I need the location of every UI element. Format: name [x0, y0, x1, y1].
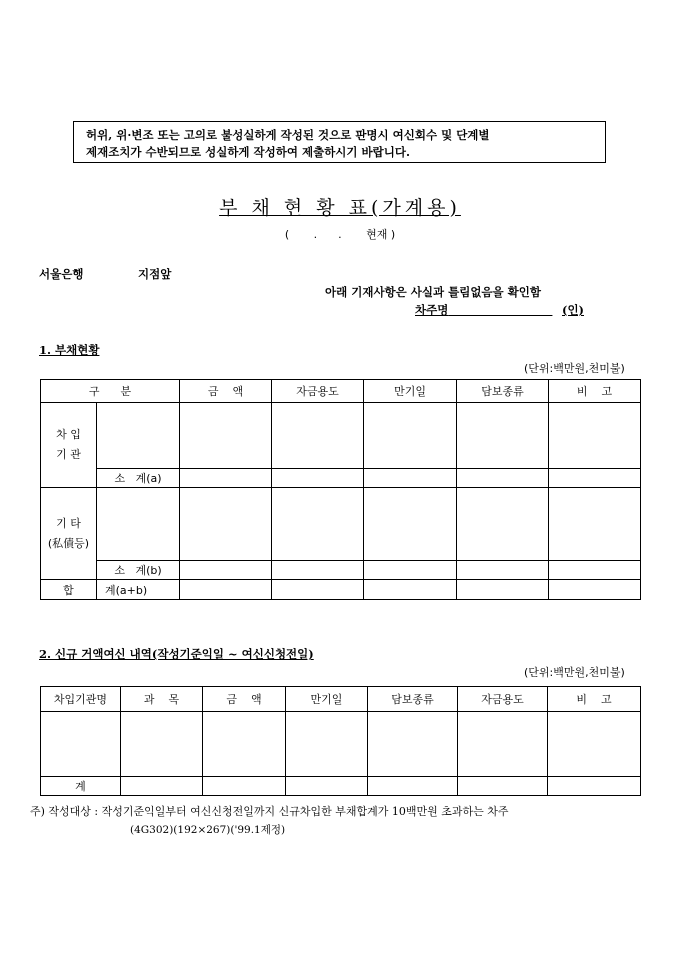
- title-text: 부 채 현 황 표(가계용): [219, 197, 461, 219]
- bank-name: 서울은행: [39, 267, 84, 281]
- table-cell[interactable]: [364, 561, 457, 580]
- notice-line-2: 제재조치가 수반되므로 성실하게 작성하여 제출하시기 바랍니다.: [86, 145, 410, 159]
- header-maturity: 만기일: [286, 687, 368, 712]
- table-cell[interactable]: [368, 777, 458, 796]
- table-cell[interactable]: [203, 777, 286, 796]
- header-lender-name: 차입기관명: [41, 687, 121, 712]
- table-cell[interactable]: [97, 488, 180, 561]
- table-cell[interactable]: [41, 712, 121, 777]
- table-cell[interactable]: [364, 403, 457, 469]
- table-header-row: [41, 380, 641, 403]
- table-cell[interactable]: [457, 580, 549, 600]
- total-label: 계: [41, 777, 121, 796]
- header-amount: 금 액: [180, 380, 272, 403]
- seal-mark: (인): [562, 303, 584, 317]
- header-item: 과 목: [121, 687, 203, 712]
- section1-title: 1. 부채현황: [39, 343, 100, 357]
- table-cell[interactable]: [458, 777, 548, 796]
- section1-unit: (단위:백만원,천미불): [524, 362, 625, 375]
- total-row: [41, 580, 641, 600]
- as-of-date: ( . . 현재 ): [284, 228, 396, 241]
- table-cell[interactable]: [272, 580, 364, 600]
- total-row: [41, 777, 641, 796]
- table-cell[interactable]: [548, 777, 641, 796]
- total-formula: 계(a+b): [97, 580, 180, 600]
- subtotal-b-label: 소 계(b): [97, 561, 180, 580]
- table-cell[interactable]: [180, 488, 272, 561]
- table-cell[interactable]: [180, 403, 272, 469]
- table-cell[interactable]: [180, 561, 272, 580]
- table-cell[interactable]: [457, 403, 549, 469]
- table-cell[interactable]: [458, 712, 548, 777]
- table-cell[interactable]: [272, 403, 364, 469]
- table-cell[interactable]: [457, 561, 549, 580]
- table-cell[interactable]: [549, 469, 641, 488]
- table-row: [41, 561, 641, 580]
- table-cell[interactable]: [549, 403, 641, 469]
- section2-title: 2. 신규 거액여신 내역(작성기준익일 ~ 여신신청전일): [39, 647, 314, 661]
- table-cell[interactable]: [548, 712, 641, 777]
- table-cell[interactable]: [121, 777, 203, 796]
- table-cell[interactable]: [286, 712, 368, 777]
- header-fund-use: 자금용도: [458, 687, 548, 712]
- footnote-form-code: (4G302)(192×267)('99.1제정): [130, 824, 286, 836]
- group-borrowing-institutions: 차 입 기 관: [41, 403, 97, 488]
- debt-status-table: [40, 379, 641, 600]
- header-category: 구 분: [41, 380, 180, 403]
- table-cell[interactable]: [272, 561, 364, 580]
- header-amount: 금 액: [203, 687, 286, 712]
- header-remarks: 비 고: [549, 380, 641, 403]
- table-cell[interactable]: [272, 469, 364, 488]
- branch-addressee: 지점앞: [138, 267, 172, 281]
- table-cell[interactable]: [364, 469, 457, 488]
- table-cell[interactable]: [364, 488, 457, 561]
- new-large-loans-table: [40, 686, 641, 796]
- table-cell[interactable]: [368, 712, 458, 777]
- table-row: [41, 403, 641, 469]
- warning-notice-box: [73, 121, 606, 163]
- notice-line-1: 허위, 위·변조 또는 고의로 불성실하게 작성된 것으로 판명시 여신회수 및 단계별: [86, 128, 490, 142]
- document-title: [0, 193, 680, 220]
- table-cell[interactable]: [97, 403, 180, 469]
- table-cell[interactable]: [549, 580, 641, 600]
- table-cell[interactable]: [549, 488, 641, 561]
- header-collateral: 담보종류: [368, 687, 458, 712]
- footnote-target: 주) 작성대상 : 작성기준익일부터 여신신청전일까지 신규차입한 부채합계가 10백만원 초과하는 차주: [30, 805, 509, 818]
- header-maturity: 만기일: [364, 380, 457, 403]
- table-cell[interactable]: [286, 777, 368, 796]
- table-row: [41, 488, 641, 561]
- total-label: 합: [41, 580, 97, 600]
- table-cell[interactable]: [121, 712, 203, 777]
- table-cell[interactable]: [364, 580, 457, 600]
- table-row: [41, 469, 641, 488]
- table-row: [41, 712, 641, 777]
- table-cell[interactable]: [457, 469, 549, 488]
- table-cell[interactable]: [457, 488, 549, 561]
- table-cell[interactable]: [272, 488, 364, 561]
- table-cell[interactable]: [203, 712, 286, 777]
- subtotal-a-label: 소 계(a): [97, 469, 180, 488]
- borrower-name-label: 차주명: [415, 303, 449, 317]
- table-header-row: [41, 687, 641, 712]
- section2-unit: (단위:백만원,천미불): [524, 666, 625, 679]
- table-cell[interactable]: [549, 561, 641, 580]
- header-remarks: 비 고: [548, 687, 641, 712]
- table-cell[interactable]: [180, 580, 272, 600]
- confirmation-statement: 아래 기재사항은 사실과 틀림없음을 확인함: [325, 285, 541, 299]
- group-other-private-debt: 기 타 (私債등): [41, 488, 97, 580]
- header-fund-use: 자금용도: [272, 380, 364, 403]
- header-collateral: 담보종류: [457, 380, 549, 403]
- table-cell[interactable]: [180, 469, 272, 488]
